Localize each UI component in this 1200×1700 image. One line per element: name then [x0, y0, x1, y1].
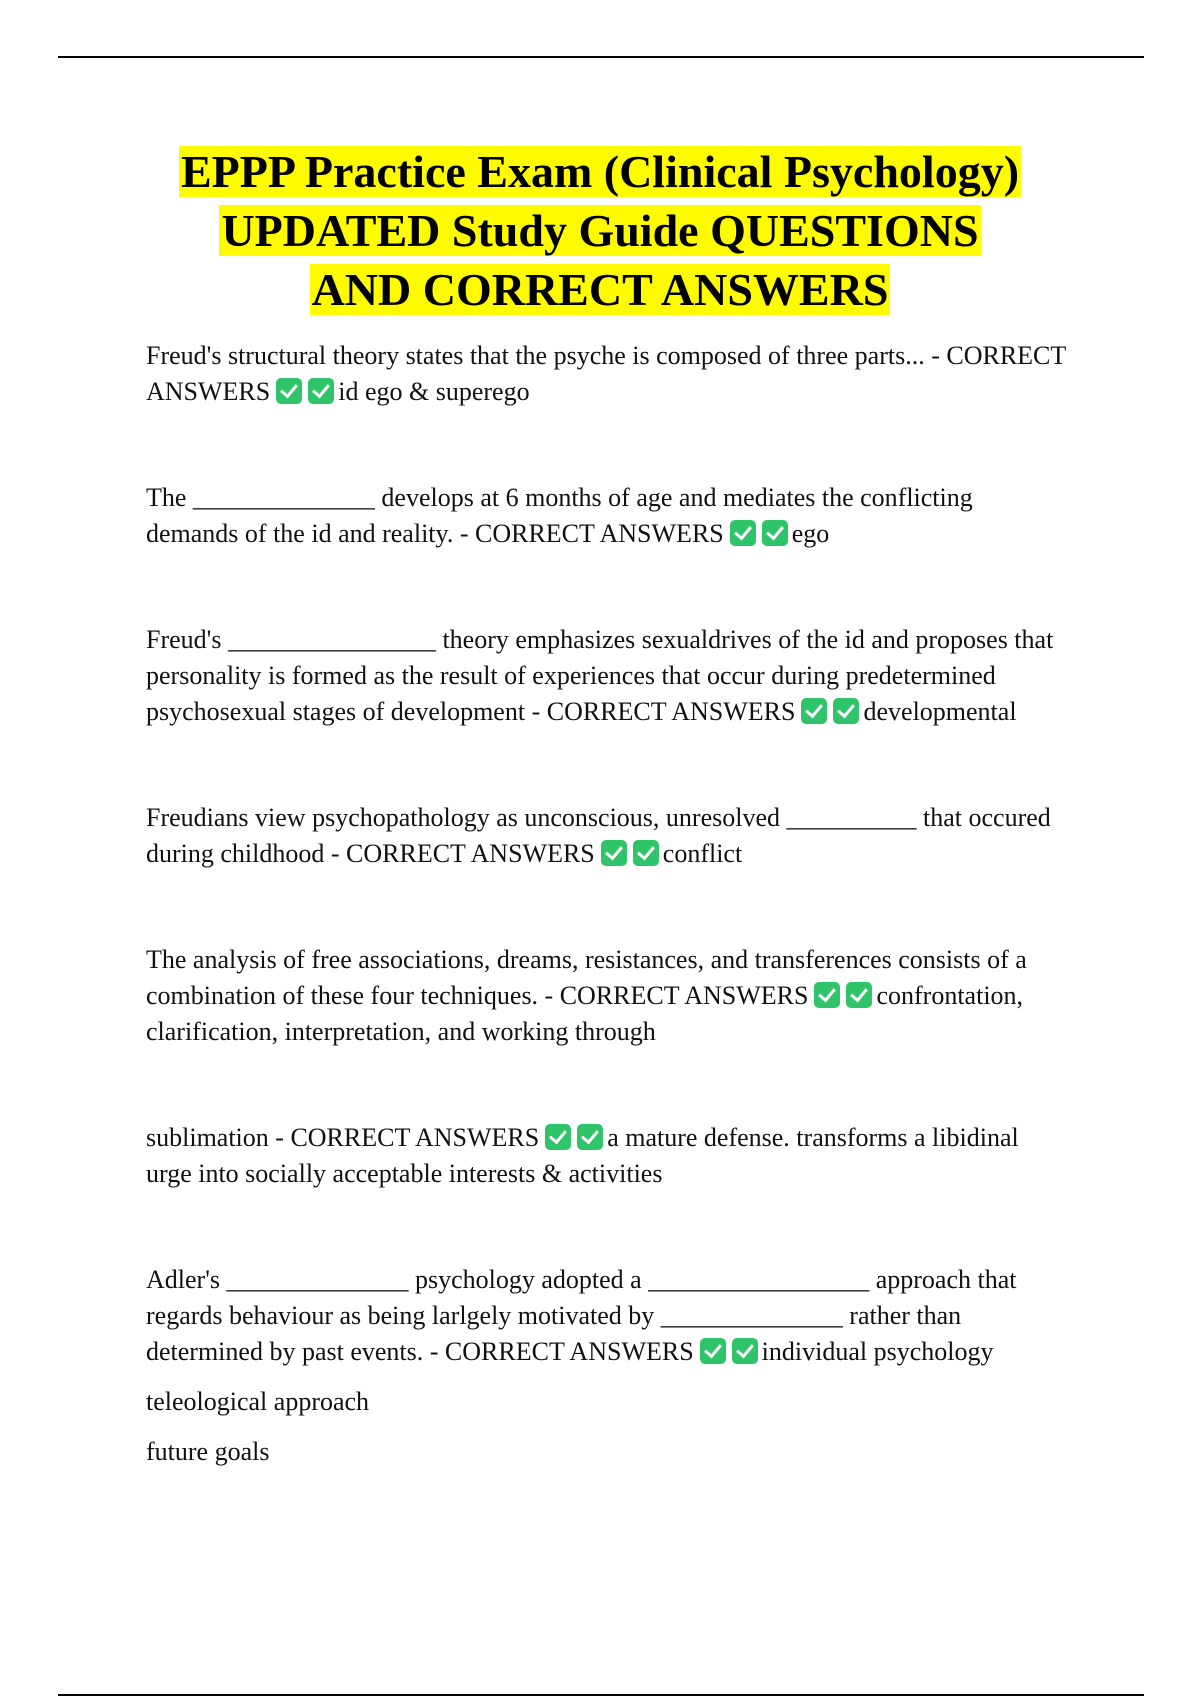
correct-answers-label: CORRECT ANSWERS: [146, 341, 1066, 406]
check-mark-icon: [846, 982, 872, 1008]
check-mark-icon: [601, 840, 627, 866]
check-mark-icon: [276, 378, 302, 404]
check-marks: [700, 1337, 760, 1366]
title-line-3: AND CORRECT ANSWERS: [311, 264, 889, 315]
answer-text: confrontation, clarification, interpretation, and working through: [146, 981, 1024, 1046]
check-mark-icon: [700, 1338, 726, 1364]
top-rule: [58, 56, 1144, 58]
answer-text: developmental: [863, 697, 1017, 726]
qa-item: [146, 1262, 1066, 1470]
bottom-rule: [58, 1694, 1144, 1696]
qa-text: [146, 480, 1066, 552]
question-text: The ______________ develops at 6 months of age and mediates the conflicting demands of the id and reality. -: [146, 483, 973, 548]
question-text: The analysis of free associations, dreams, resistances, and transferences consists of a combination of these four techniques. -: [146, 945, 1027, 1010]
check-mark-icon: [732, 1338, 758, 1364]
check-marks: [545, 1123, 605, 1152]
title-line-2: UPDATED Study Guide QUESTIONS: [221, 205, 979, 256]
qa-text: [146, 942, 1066, 1050]
question-text: Freudians view psychopathology as unconscious, unresolved __________ that occured during childhood -: [146, 803, 1051, 868]
correct-answers-label: CORRECT ANSWERS: [346, 839, 595, 868]
answer-text: ego: [791, 519, 830, 548]
check-mark-icon: [633, 840, 659, 866]
qa-text: [146, 800, 1066, 872]
check-mark-icon: [545, 1124, 571, 1150]
qa-text: [146, 338, 1066, 410]
check-marks: [814, 981, 874, 1010]
check-mark-icon: [762, 520, 788, 546]
qa-item: [146, 942, 1066, 1050]
answer-text: id ego & superego: [338, 377, 530, 406]
correct-answers-label: CORRECT ANSWERS: [475, 519, 724, 548]
qa-text: [146, 1120, 1066, 1192]
check-mark-icon: [833, 698, 859, 724]
correct-answers-label: CORRECT ANSWERS: [546, 697, 796, 726]
qa-item: [146, 622, 1066, 730]
answer-text: a mature defense. transforms a libidinal urge into socially acceptable interests & activities: [146, 1123, 1019, 1188]
title-line-1: EPPP Practice Exam (Clinical Psychology): [180, 146, 1020, 197]
check-mark-icon: [801, 698, 827, 724]
answer-continuation: teleological approach: [146, 1387, 370, 1416]
check-mark-icon: [730, 520, 756, 546]
answer-text: individual psychology: [761, 1337, 994, 1366]
question-text: sublimation -: [146, 1123, 284, 1152]
question-text: Freud's ________________ theory emphasizes sexualdrives of the id and proposes that personality is formed as the result of experiences that occur during predetermined psychosexual stages of development -: [146, 625, 1054, 726]
qa-item: [146, 338, 1066, 410]
qa-item: [146, 1120, 1066, 1192]
qa-item: [146, 480, 1066, 552]
question-text: Freud's structural theory states that the psyche is composed of three parts... -: [146, 341, 940, 370]
check-marks: [801, 697, 861, 726]
check-marks: [601, 839, 661, 868]
qa-text: [146, 622, 1066, 730]
check-marks: [730, 519, 790, 548]
correct-answers-label: CORRECT ANSWERS: [444, 1337, 694, 1366]
check-mark-icon: [814, 982, 840, 1008]
qa-item: [146, 800, 1066, 872]
qa-text: [146, 1262, 1066, 1370]
qa-list: [146, 338, 1066, 1540]
correct-answers-label: CORRECT ANSWERS: [290, 1123, 540, 1152]
question-text: Adler's ______________ psychology adopted a _________________ approach that regards behaviour as being larlgely motivated by ______________ rather than determined by past events. -: [146, 1265, 1017, 1366]
document-title: [120, 142, 1080, 319]
check-marks: [276, 377, 336, 406]
correct-answers-label: CORRECT ANSWERS: [559, 981, 809, 1010]
answer-text: conflict: [662, 839, 743, 868]
check-mark-icon: [577, 1124, 603, 1150]
answer-continuation: future goals: [146, 1437, 270, 1466]
check-mark-icon: [308, 378, 334, 404]
